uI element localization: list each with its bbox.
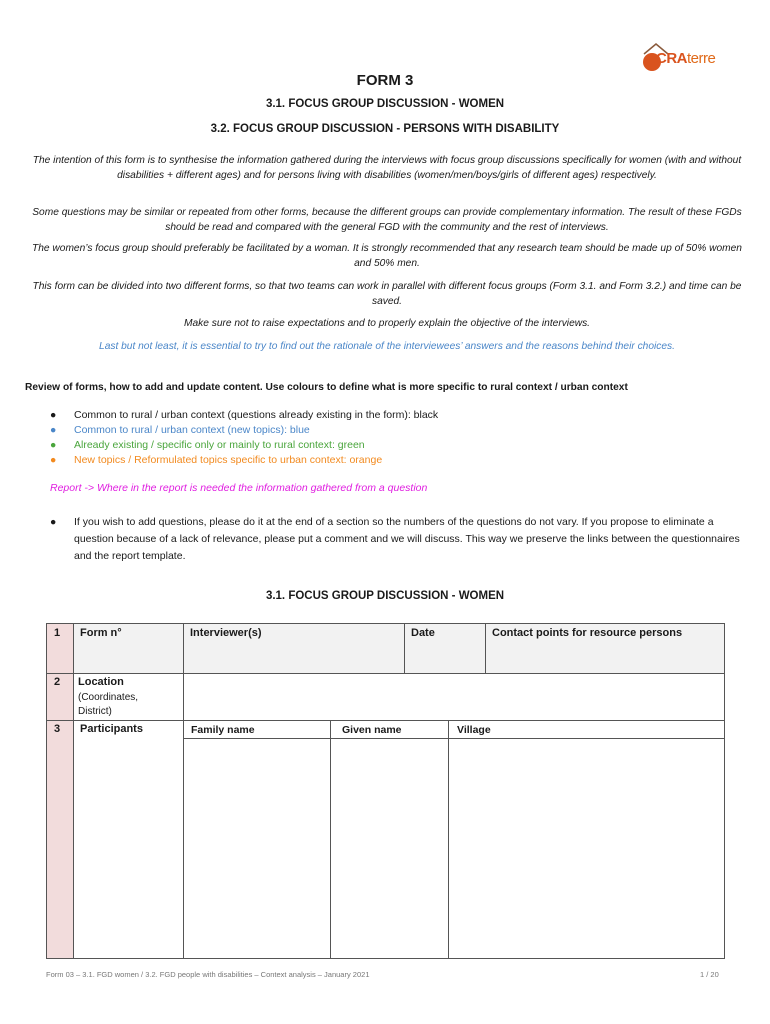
given-name-label: Given name — [342, 724, 402, 736]
crateerre-logo — [638, 40, 730, 76]
location-label: Location — [78, 676, 124, 688]
subtitle-disability: 3.2. FOCUS GROUP DISCUSSION - PERSONS WITH DISABILITY — [210, 123, 560, 135]
legend-text: Common to rural / urban context (new topics): blue — [74, 424, 310, 436]
family-name-input-cell[interactable] — [183, 738, 331, 959]
logo-text — [656, 50, 715, 67]
review-heading: Review of forms, how to add and update content. Use colours to define what is more specific to rural context / urban context — [25, 382, 628, 393]
contact-points-cell[interactable] — [485, 623, 725, 674]
row-number — [46, 623, 74, 674]
legend-text: Already existing / specific only or mainly to rural context: green — [74, 439, 365, 451]
form-number-label: Form n° — [80, 627, 122, 639]
intro-paragraph-1: The intention of this form is to synthesise the information gathered during the interviews with focus group discussions specifically for women (with and without disabilities + different ages) and for persons living with disabilities (women/men/boys/girls of different ages) respectively. — [32, 155, 742, 181]
intro-paragraph-3: The women’s focus group should preferably be facilitated by a woman. It is strongly recommended that any research team should be made up of 50% women and 50% men. — [32, 243, 742, 269]
logo-cra: CRA — [656, 50, 687, 67]
page-title: FORM 3 — [356, 72, 414, 89]
given-name-input-cell[interactable] — [330, 738, 449, 959]
legend-text: New topics / Reformulated topics specific to urban context: orange — [74, 454, 383, 466]
row-number-label: 1 — [54, 627, 61, 639]
interviewer-label: Interviewer(s) — [190, 627, 262, 639]
logo-terre: terre — [687, 50, 716, 67]
village-header — [448, 720, 725, 739]
row-number — [46, 673, 74, 721]
participants-label-cell — [73, 720, 184, 959]
intro-paragraph-4: This form can be divided into two different forms, so that two teams can work in parallel with different focus groups (Form 3.1. and Form 3.2.) and time can be saved. — [32, 281, 742, 307]
section-title: 3.1. FOCUS GROUP DISCUSSION - WOMEN — [265, 590, 505, 602]
village-input-cell[interactable] — [448, 738, 725, 959]
bullet-icon: ● — [50, 516, 57, 528]
legend-item-orange — [50, 454, 382, 466]
village-label: Village — [457, 724, 491, 736]
page-footer: Form 03 – 3.1. FGD women / 3.2. FGD people with disabilities – Context analysis – January 2021 — [46, 970, 370, 979]
interviewer-cell[interactable] — [183, 623, 405, 674]
report-note: Report -> Where in the report is needed the information gathered from a question — [50, 482, 428, 494]
intro-paragraph-2: Some questions may be similar or repeated from other forms, because the different groups can provide complementary information. The result of these FGDs should be read and compared with the general FGD with the community and the rest of interviews. — [32, 207, 742, 233]
form-number-cell[interactable] — [73, 623, 184, 674]
family-name-label: Family name — [191, 724, 255, 736]
location-detail: (Coordinates, District) — [78, 692, 139, 717]
legend-text: Common to rural / urban context (questions already existing in the form): black — [74, 409, 439, 421]
intro-paragraph-5: Make sure not to raise expectations and to properly explain the objective of the interviews. — [183, 318, 591, 329]
instruction-paragraph: If you wish to add questions, please do it at the end of a section so the numbers of the questions do not vary. If you propose to eliminate a question because of a lack of relevance, please put a comment and we will discuss. This way we preserve the links between the questionnaires and the report template. — [74, 516, 740, 562]
bullet-icon: ● — [50, 454, 57, 466]
row-number-label: 2 — [54, 676, 61, 688]
intro-paragraph-6: Last but not least, it is essential to try to find out the rationale of the interviewees’ answers and the reasons behind their choices. — [99, 341, 675, 352]
page-number: 1 / 20 — [700, 970, 719, 979]
row-number-label: 3 — [54, 723, 61, 735]
subtitle-women: 3.1. FOCUS GROUP DISCUSSION - WOMEN — [265, 98, 505, 110]
family-name-header — [183, 720, 331, 739]
legend-item-green — [50, 439, 365, 451]
given-name-header — [330, 720, 449, 739]
location-label-cell — [73, 673, 184, 721]
date-label: Date — [411, 627, 435, 639]
location-input-cell[interactable] — [183, 673, 725, 721]
bullet-icon: ● — [50, 439, 57, 451]
legend-item-blue — [50, 424, 310, 436]
date-cell[interactable] — [404, 623, 486, 674]
contact-points-label: Contact points for resource persons — [492, 627, 683, 639]
participants-label: Participants — [80, 723, 143, 735]
bullet-icon: ● — [50, 424, 57, 436]
legend-item-black — [50, 409, 438, 421]
bullet-icon: ● — [50, 409, 57, 421]
row-number — [46, 720, 74, 959]
